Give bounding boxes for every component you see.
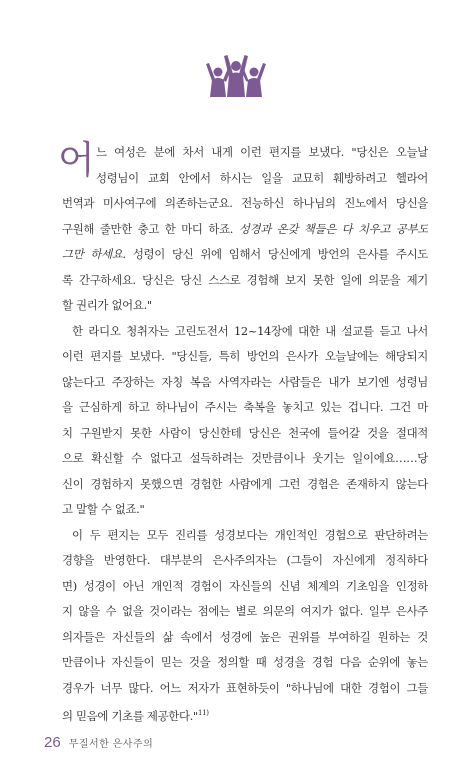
text-line: 이런 편지를 보냈다. "당신들, 특히 방언의 은사가 오늘날에는 해당되지 bbox=[62, 349, 428, 363]
text-run: 구원해 줄만한 충고 한 마디 하죠. bbox=[62, 221, 239, 236]
people-raising-hands-icon bbox=[204, 50, 268, 98]
text-line: 지 않을 수 없을 것이라는 점에는 별로 의문의 여지가 없다. 일부 은사주 bbox=[62, 604, 428, 618]
text-line: 이 두 편지는 모두 진리를 성경보다는 개인적인 경험으로 판단하려는 bbox=[72, 527, 428, 542]
emphasized-text: 성경과 온갖 책들은 다 치우고 공부도 bbox=[238, 221, 428, 236]
drop-cap: 어 bbox=[58, 138, 95, 182]
text-line: 느 여성은 분에 차서 내게 이런 편지를 보냈다. "당신은 오늘날 bbox=[96, 145, 428, 159]
text-line: 을 근심하게 하고 하나님이 주시는 축복을 놓치고 있는 겁니다. 그건 마 bbox=[62, 400, 428, 414]
footnote-marker: 11) bbox=[197, 709, 209, 717]
running-title: 무질서한 은사주의 bbox=[68, 739, 154, 750]
page-number: 26 bbox=[44, 734, 61, 751]
text-line: 번역과 미사여구에 의존하는군요. 전능하신 하나님의 진노에서 당신을 bbox=[62, 196, 428, 210]
text-line: 으로 확신할 수 없다고 설득하려는 것만큼이나 웃기는 일이에요……당 bbox=[62, 451, 428, 465]
text-line: 신이 경험하지 못했으면 경험한 사람에게 그런 경험은 존재하지 않는다 bbox=[62, 476, 428, 491]
text-line bbox=[62, 701, 428, 727]
text-line: 고 말할 수 없죠." bbox=[62, 502, 145, 516]
text-line: 할 권리가 없어요." bbox=[62, 298, 152, 312]
text-line bbox=[62, 242, 428, 268]
text-run: 의 믿음에 기초를 제공한다." bbox=[62, 708, 198, 723]
text-line: 경향을 반영한다. 대부분의 은사주의자는 (그들이 자신에게 정직하다 bbox=[62, 553, 428, 567]
text-line: 의자들은 자신들의 삶 속에서 성경에 높은 권위를 부여하길 원하는 것 bbox=[62, 629, 428, 644]
text-line: 록 간구하세요. 당신은 당신 스스로 경험해 보지 못한 일에 의문을 제기 bbox=[62, 272, 428, 287]
page-footer bbox=[44, 734, 153, 751]
text-line: 치 구원받지 못한 사람이 당신한테 당신은 천국에 들어갈 것을 절대적 bbox=[62, 425, 428, 440]
text-run: 성령이 당신 위에 임해서 당신에게 방언의 은사를 주시도 bbox=[125, 247, 428, 261]
text-line: 않는다고 주장하는 자칭 복음 사역자라는 사람들은 내가 보기엔 성령님 bbox=[62, 374, 428, 389]
body-text bbox=[62, 140, 428, 727]
text-line bbox=[62, 217, 428, 243]
text-line: 경우가 너무 많다. 어느 저자가 표현하듯이 "하나님에 대한 경험이 그들 bbox=[62, 680, 428, 695]
text-line: 한 라디오 청취자는 고린도전서 12~14장에 대한 내 설교를 듣고 나서 bbox=[72, 323, 428, 338]
text-line: 만큼이나 자신들이 믿는 것을 정의할 때 성경을 경험 다음 순위에 놓는 bbox=[62, 655, 428, 669]
text-line: 성령님이 교회 안에서 하시는 일을 교묘히 훼방하려고 헬라어 bbox=[96, 170, 428, 185]
emphasized-text: 그만 하세요. bbox=[62, 247, 126, 261]
text-line: 면) 성경이 아닌 개인적 경험이 자신들의 신념 체계의 기초임을 인정하 bbox=[62, 578, 428, 593]
